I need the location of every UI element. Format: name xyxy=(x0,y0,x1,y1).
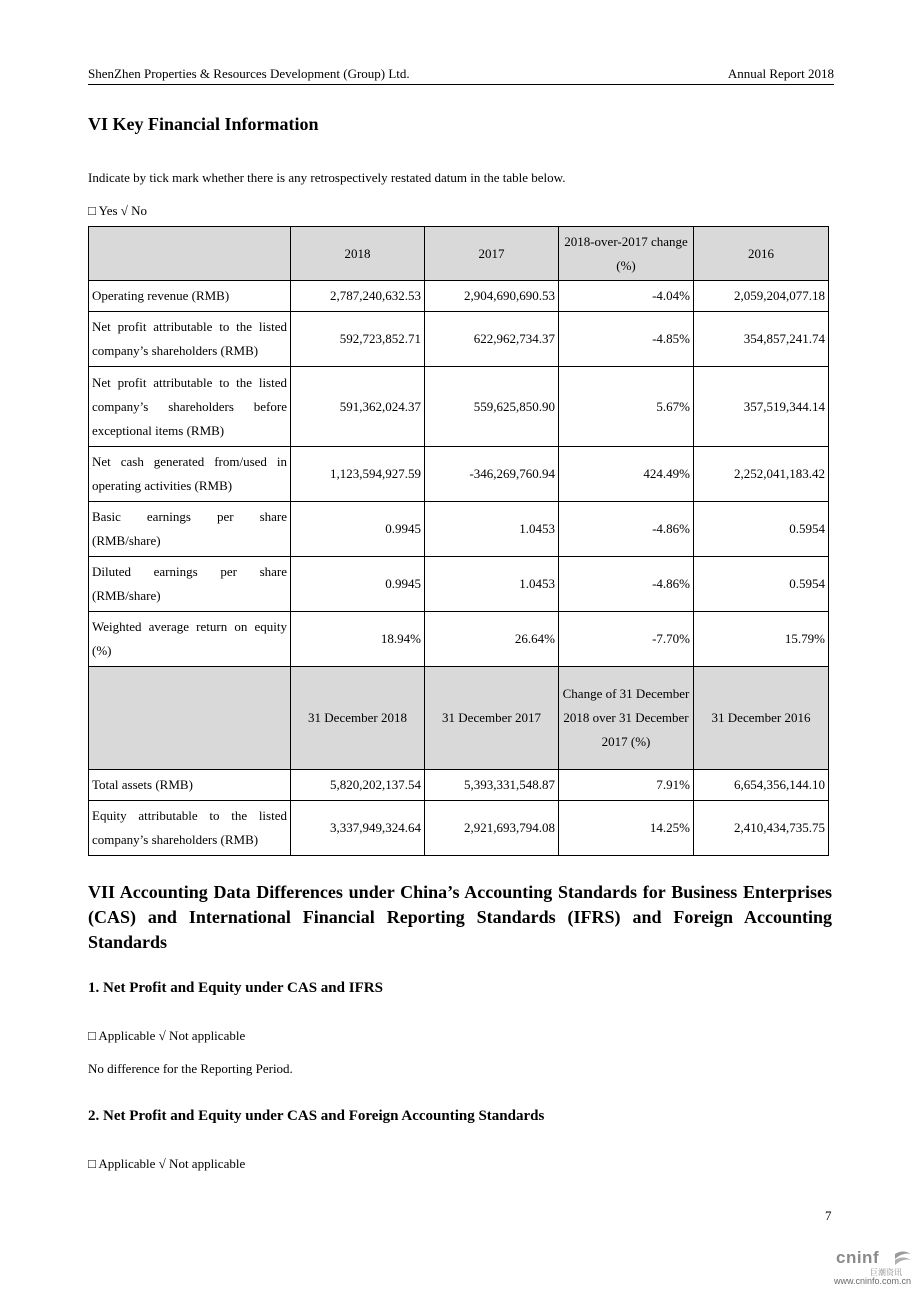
header-cell: 2018 xyxy=(291,227,425,281)
cell-2018: 5,820,202,137.54 xyxy=(291,770,425,801)
subsection-1-tick: □ Applicable √ Not applicable xyxy=(88,1028,246,1043)
header-report-title: Annual Report 2018 xyxy=(727,66,834,81)
cell-2017: 622,962,734.37 xyxy=(425,312,559,367)
cell-change: -4.86% xyxy=(559,502,694,557)
cell-change: -4.86% xyxy=(559,557,694,612)
key-financial-table xyxy=(88,226,829,856)
table-row xyxy=(89,281,829,312)
cell-2018: 592,723,852.71 xyxy=(291,312,425,367)
row-label: Weighted average return on equity (%) xyxy=(89,612,291,667)
cell-2016: 2,410,434,735.75 xyxy=(694,801,829,856)
section-7-title: VII Accounting Data Differences under China’s Accounting Standards for Business Enterprises (CAS) and International Financial Reporting Standards (IFRS) and Foreign Accounting Standards xyxy=(88,882,832,952)
row-label: Diluted earnings per share (RMB/share) xyxy=(89,557,291,612)
row-label: Equity attributable to the listed company’s shareholders (RMB) xyxy=(89,801,291,856)
cell-2016: 2,059,204,077.18 xyxy=(694,281,829,312)
table-row xyxy=(89,801,829,856)
cell-2016: 2,252,041,183.42 xyxy=(694,447,829,502)
cell-2018: 1,123,594,927.59 xyxy=(291,447,425,502)
cell-change: -7.70% xyxy=(559,612,694,667)
header-cell: 2018-over-2017 change (%) xyxy=(559,227,694,281)
table-row xyxy=(89,447,829,502)
cell-2018: 591,362,024.37 xyxy=(291,367,425,447)
cell-2018: 0.9945 xyxy=(291,502,425,557)
cell-2016: 15.79% xyxy=(694,612,829,667)
table-row xyxy=(89,770,829,801)
cell-change: -4.04% xyxy=(559,281,694,312)
watermark-url: www.cninfo.com.cn xyxy=(834,1276,912,1286)
cninfo-watermark xyxy=(834,1248,916,1288)
watermark-chinese: 巨潮资讯 xyxy=(870,1268,902,1277)
cell-change: -4.85% xyxy=(559,312,694,367)
cell-2017: 2,921,693,794.08 xyxy=(425,801,559,856)
cell-2018: 2,787,240,632.53 xyxy=(291,281,425,312)
cell-change: 7.91% xyxy=(559,770,694,801)
header-blank-cell xyxy=(89,227,291,281)
cell-2017: 2,904,690,690.53 xyxy=(425,281,559,312)
cell-2018: 18.94% xyxy=(291,612,425,667)
header-cell: 31 December 2018 xyxy=(291,667,425,770)
header-cell: 2016 xyxy=(694,227,829,281)
header-cell: 31 December 2016 xyxy=(694,667,829,770)
cell-2017: 1.0453 xyxy=(425,502,559,557)
table-row xyxy=(89,312,829,367)
row-label: Net profit attributable to the listed company’s shareholders before exceptional items (RMB) xyxy=(89,367,291,447)
header-cell: 2017 xyxy=(425,227,559,281)
cell-2017: 1.0453 xyxy=(425,557,559,612)
cell-2018: 0.9945 xyxy=(291,557,425,612)
cell-2016: 354,857,241.74 xyxy=(694,312,829,367)
cell-2016: 0.5954 xyxy=(694,557,829,612)
cell-2017: -346,269,760.94 xyxy=(425,447,559,502)
header-cell: Change of 31 December 2018 over 31 December 2017 (%) xyxy=(559,667,694,770)
cell-change: 5.67% xyxy=(559,367,694,447)
table-subheader-row xyxy=(89,667,829,770)
row-label: Net cash generated from/used in operating activities (RMB) xyxy=(89,447,291,502)
header-blank-cell xyxy=(89,667,291,770)
header-cell: 31 December 2017 xyxy=(425,667,559,770)
restated-tick: □ Yes √ No xyxy=(88,203,148,218)
cell-2018: 3,337,949,324.64 xyxy=(291,801,425,856)
table-row xyxy=(89,502,829,557)
subsection-1-title: 1. Net Profit and Equity under CAS and IFRS xyxy=(88,980,383,996)
subsection-1-note: No difference for the Reporting Period. xyxy=(88,1061,293,1076)
header-company: ShenZhen Properties & Resources Development (Group) Ltd. xyxy=(88,66,410,81)
cell-2017: 5,393,331,548.87 xyxy=(425,770,559,801)
cell-2017: 26.64% xyxy=(425,612,559,667)
row-label: Basic earnings per share (RMB/share) xyxy=(89,502,291,557)
section-6-title: VI Key Financial Information xyxy=(88,114,319,134)
subsection-2-title: 2. Net Profit and Equity under CAS and Foreign Accounting Standards xyxy=(88,1108,545,1124)
cell-change: 14.25% xyxy=(559,801,694,856)
watermark-brand: cninf xyxy=(836,1248,880,1267)
row-label: Operating revenue (RMB) xyxy=(89,281,291,312)
cell-2016: 0.5954 xyxy=(694,502,829,557)
row-label: Total assets (RMB) xyxy=(89,770,291,801)
cell-2016: 357,519,344.14 xyxy=(694,367,829,447)
cell-change: 424.49% xyxy=(559,447,694,502)
page-number: 7 xyxy=(825,1208,832,1223)
cell-2016: 6,654,356,144.10 xyxy=(694,770,829,801)
table-row xyxy=(89,367,829,447)
row-label: Net profit attributable to the listed company’s shareholders (RMB) xyxy=(89,312,291,367)
table-row xyxy=(89,557,829,612)
cell-2017: 559,625,850.90 xyxy=(425,367,559,447)
table-header-row xyxy=(89,227,829,281)
subsection-2-tick: □ Applicable √ Not applicable xyxy=(88,1156,246,1171)
section-6-intro: Indicate by tick mark whether there is any retrospectively restated datum in the table below. xyxy=(88,170,566,185)
page-header xyxy=(88,64,834,85)
table-row xyxy=(89,612,829,667)
